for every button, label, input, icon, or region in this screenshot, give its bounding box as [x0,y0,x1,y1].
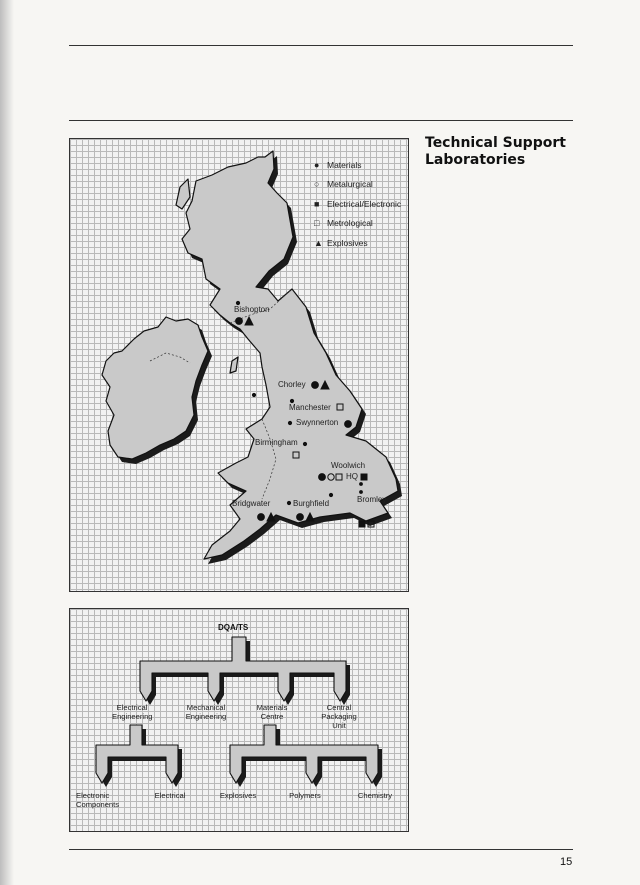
heading-line-2: Laboratories [425,152,526,168]
legend-label: Metrological [327,218,373,229]
woolwich-materials-marker [319,474,326,481]
heading-line-1: Technical Support [425,135,566,151]
birmingham-dot [303,442,306,445]
swynnerton-dot [288,421,291,424]
org-root-label: DQA/TS [218,623,249,632]
organisation-chart [69,608,409,832]
burghfield-materials-marker [297,514,304,521]
org-node-polymers: Polymers [289,791,321,800]
bromley-dot-2 [360,491,363,494]
legend-item [314,194,401,214]
outer-hebrides [176,179,190,209]
bridgwater-dot [287,501,290,504]
hq-electrical-marker [361,474,367,480]
bridgwater-materials-marker [258,514,265,521]
legend-item [314,233,401,253]
city-label-bromley: Bromley [357,495,387,504]
legend-label: Electrical/Electronic [327,198,402,209]
legend-label: Metalurgical [327,179,373,190]
page-binding-shadow [0,0,14,885]
burghfield-dot [329,493,332,496]
org-node-central-packaging-unit: Central Packaging Unit [321,703,357,730]
explosives-symbol-icon: ▲ [314,237,323,248]
org-node-electrical-engineering: Electrical Engineering [112,703,153,721]
city-label-bridgwater: Bridgwater [232,499,271,508]
city-label-swynnerton: Swynnerton [296,418,339,427]
city-label-bishopton: Bishopton [234,305,270,314]
metallurgical-symbol-icon: ○ [314,179,320,190]
swynnerton-materials-marker [345,421,352,428]
page-number: 15 [560,856,573,868]
section-heading [425,135,605,169]
city-label-burghfield: Burghfield [293,499,330,508]
isle-of-man [230,357,238,373]
materials-symbol-icon: ● [314,159,320,170]
electrical-symbol-icon: ■ [314,198,320,209]
org-node-electronic-components: Electronic Components [76,791,120,809]
bromley-dot-1 [360,483,363,486]
city-label-manchester: Manchester [289,403,331,412]
laboratory-map [69,138,409,592]
legend-label: Explosives [327,237,368,248]
top-rule [69,45,573,46]
right-bracket [230,725,378,783]
chorley-dot-1 [252,393,255,396]
footer-rule [69,849,573,850]
metrological-symbol-icon: □ [314,218,320,229]
org-node-electrical: Electrical [154,791,186,800]
org-node-explosives: Explosives [219,791,257,800]
ireland-shape [102,317,208,459]
org-node-chemistry: Chemistry [357,791,393,800]
section-rule [69,120,573,121]
top-bracket [140,637,346,701]
legend-item [314,214,401,234]
legend-item [314,175,401,195]
city-label-birmingham: Birmingham [255,438,298,447]
city-label-woolwich: Woolwich [331,461,366,470]
org-node-mechanical-engineering: Mechanical Engineering [185,703,227,721]
chorley-materials-marker [312,382,319,389]
legend-label: Materials [327,159,362,170]
city-label-chorley: Chorley [278,380,306,389]
city-label-hq: HQ [346,472,358,481]
legend-item [314,155,401,175]
bishopton-materials-marker [236,318,243,325]
map-legend [314,155,401,253]
org-node-materials-centre: Materials Centre [256,703,288,721]
south-coast-electrical-marker [359,521,365,527]
